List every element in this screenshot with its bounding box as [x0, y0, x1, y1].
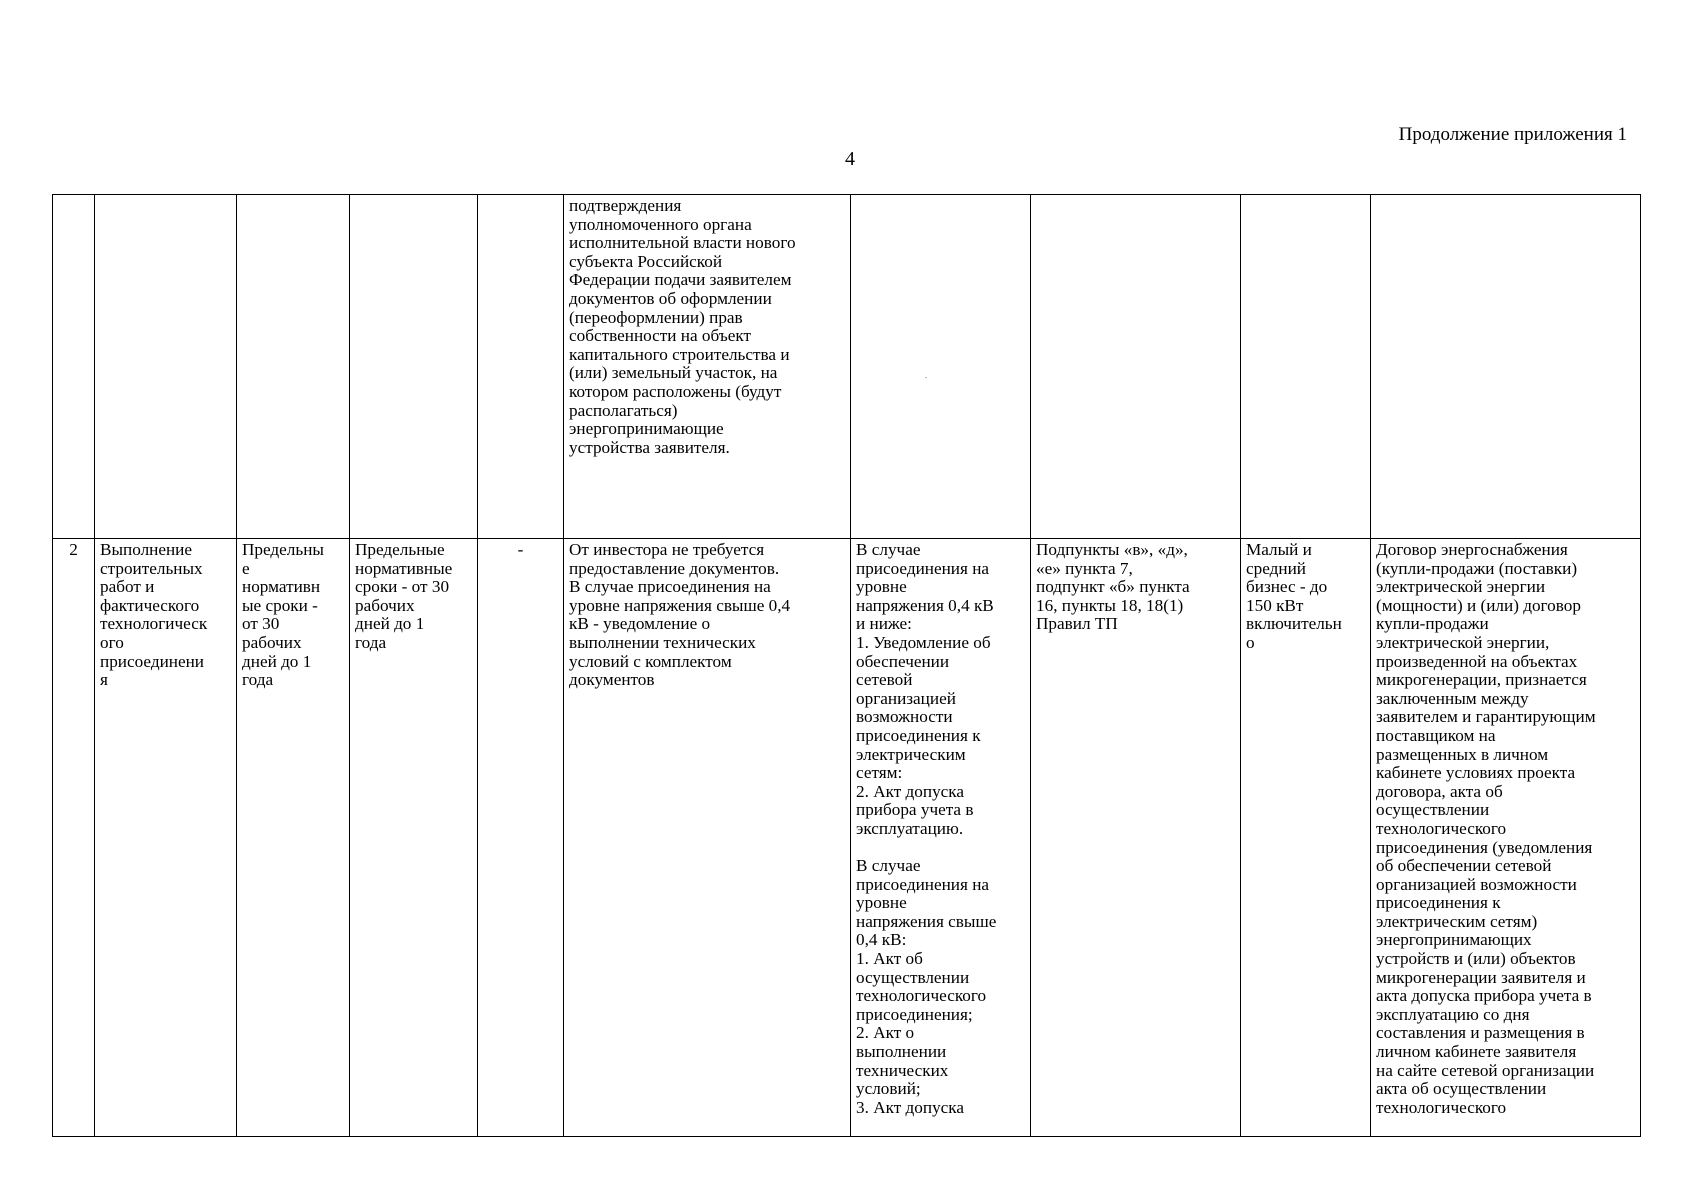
text-line: организацией возможности: [1376, 874, 1577, 894]
text-line: сроки - от 30: [355, 577, 450, 597]
text-line: осуществлении: [856, 967, 970, 987]
text-line: 1. Уведомление об: [856, 632, 991, 652]
text-line: эксплуатацию.: [856, 818, 964, 838]
text-line: Предельны: [242, 540, 324, 559]
cell-contract: [1371, 195, 1641, 539]
text-line: предоставление документов.: [569, 558, 780, 578]
text-line: уровне: [856, 893, 907, 913]
text-line: 1. Акт об: [856, 949, 923, 969]
text-line: электрической энергии,: [1376, 632, 1550, 652]
text-line: (или) земельный участок, на: [569, 363, 778, 383]
text-line: документов: [569, 670, 655, 690]
text-line: возможности: [856, 707, 953, 727]
text-line: (мощности) и (или) договор: [1376, 595, 1581, 615]
cell-stage: [95, 195, 237, 539]
table-row-2: [53, 539, 1641, 1137]
text-line: электрическим: [856, 744, 966, 764]
cell-number: [53, 195, 95, 539]
text-line: я: [100, 670, 108, 690]
text-line: Договор энергоснабжения: [1376, 540, 1568, 559]
text-line: Федерации подачи заявителем: [569, 270, 792, 290]
text-line: (купли-продажи (поставки): [1376, 558, 1578, 578]
text-line: «е» пункта 7,: [1036, 558, 1133, 578]
text-line: 0,4 кВ:: [856, 930, 907, 950]
text-line: 150 кВт: [1246, 595, 1304, 615]
cell-dash: [478, 195, 564, 539]
text-line: исполнительной власти нового: [569, 233, 796, 253]
text-line: энергопринимающих: [1376, 930, 1532, 950]
text-line: строительных: [100, 558, 203, 578]
text-line: присоединени: [100, 651, 204, 671]
text-line: дней до 1: [242, 651, 312, 671]
text-line: купли-продажи: [1376, 614, 1489, 634]
text-line: организацией: [856, 688, 956, 708]
text-line: заключенным между: [1376, 688, 1529, 708]
text-line: В случае: [856, 540, 921, 559]
text-line: сетевой: [856, 670, 913, 690]
text-line: договора, акта об: [1376, 781, 1503, 801]
cell-result-documents: [851, 195, 1031, 539]
text-line: условий;: [856, 1079, 921, 1099]
cell-dash: -: [478, 539, 564, 1137]
text-line: сетям:: [856, 763, 903, 783]
text-line: средний: [1246, 558, 1306, 578]
cell-category: [1241, 539, 1371, 1137]
text-line: капитального строительства и: [569, 344, 790, 364]
text-line: 16, пункты 18, 18(1): [1036, 595, 1184, 615]
text-line: выполнении: [856, 1042, 947, 1062]
appendix-table: [52, 194, 1641, 1137]
cell-documents: [564, 539, 851, 1137]
text-line: субъекта Российской: [569, 251, 723, 271]
cell-deadline-a: [237, 539, 350, 1137]
cell-deadline-b: [350, 195, 478, 539]
text-line: присоединения на: [856, 874, 990, 894]
text-line: Предельные: [355, 540, 445, 559]
text-line: устройства заявителя.: [569, 437, 730, 457]
text-line: года: [355, 632, 387, 652]
cell-stage: [95, 539, 237, 1137]
text-line: Малый и: [1246, 540, 1312, 559]
text-line: подпункт «б» пункта: [1036, 577, 1190, 597]
text-line: работ и: [100, 577, 155, 597]
text-line: микрогенерации заявителя и: [1376, 967, 1586, 987]
text-line: Правил ТП: [1036, 614, 1118, 634]
text-line: технологического: [856, 986, 987, 1006]
text-line: включительн: [1246, 614, 1342, 634]
text-line: на сайте сетевой организации: [1376, 1060, 1595, 1080]
text-line: Подпункты «в», «д»,: [1036, 540, 1188, 559]
text-line: В случае: [856, 856, 921, 876]
text-line: располагаться): [569, 400, 678, 420]
text-line: электрической энергии: [1376, 577, 1546, 597]
continuation-label: Продолжение приложения 1: [1398, 124, 1627, 145]
text-line: об обеспечении сетевой: [1376, 856, 1552, 876]
text-line: фактического: [100, 595, 200, 615]
text-line: 3. Акт допуска: [856, 1097, 965, 1117]
text-line: присоединения на: [856, 558, 990, 578]
cell-category: [1241, 195, 1371, 539]
text-line: напряжения свыше: [856, 911, 997, 931]
text-line: технологическ: [100, 614, 208, 634]
text-line: выполнении технических: [569, 632, 756, 652]
text-line: технологического: [1376, 1097, 1507, 1117]
text-line: осуществлении: [1376, 800, 1490, 820]
text-line: составления и размещения в: [1376, 1023, 1585, 1043]
text-line: эксплуатацию со дня: [1376, 1004, 1530, 1024]
scan-speck: [925, 377, 927, 378]
text-line: произведенной на объектах: [1376, 651, 1578, 671]
text-line: От инвестора не требуется: [569, 540, 765, 559]
cell-documents: [564, 195, 851, 539]
text-line: собственности на объект: [569, 326, 751, 346]
text-line: электрическим сетям): [1376, 911, 1538, 931]
result-block-high-voltage: [856, 857, 1025, 1117]
text-line: уровне напряжения свыше 0,4: [569, 595, 791, 615]
cell-legal-basis: [1031, 195, 1241, 539]
text-line: от 30: [242, 614, 280, 634]
text-line: о: [1246, 632, 1255, 652]
text-line: (переоформлении) прав: [569, 307, 743, 327]
text-line: уровне: [856, 577, 907, 597]
text-line: года: [242, 670, 274, 690]
text-line: присоединения (уведомления: [1376, 837, 1593, 857]
text-line: рабочих: [242, 632, 302, 652]
text-line: заявителем и гарантирующим: [1376, 707, 1596, 727]
text-line: подтверждения: [569, 196, 682, 215]
text-line: котором расположены (будут: [569, 381, 782, 401]
text-line: акта допуска прибора учета в: [1376, 986, 1592, 1006]
cell-contract: [1371, 539, 1641, 1137]
text-line: акта об осуществлении: [1376, 1079, 1547, 1099]
text-line: рабочих: [355, 595, 415, 615]
text-line: присоединения к: [856, 725, 981, 745]
text-line: уполномоченного органа: [569, 214, 752, 234]
text-line: ые сроки -: [242, 595, 318, 615]
cell-deadline-a: [237, 195, 350, 539]
text-line: бизнес - до: [1246, 577, 1328, 597]
text-line: напряжения 0,4 кВ: [856, 595, 994, 615]
text-line: кабинете условиях проекта: [1376, 763, 1576, 783]
text-line: е: [242, 558, 250, 578]
text-line: документов об оформлении: [569, 288, 772, 308]
text-line: кВ - уведомление о: [569, 614, 711, 634]
cell-number: 2: [53, 539, 95, 1137]
table-row-continuation: [53, 195, 1641, 539]
text-line: поставщиком на: [1376, 725, 1496, 745]
text-line: обеспечении: [856, 651, 950, 671]
page-number: 4: [845, 148, 855, 170]
text-line: устройств и (или) объектов: [1376, 949, 1576, 969]
text-line: технологического: [1376, 818, 1507, 838]
cell-legal-basis: [1031, 539, 1241, 1137]
text-line: 2. Акт о: [856, 1023, 915, 1043]
text-line: условий с комплектом: [569, 651, 732, 671]
text-line: дней до 1: [355, 614, 425, 634]
text-line: и ниже:: [856, 614, 912, 634]
text-line: В случае присоединения на: [569, 577, 771, 597]
text-line: энергопринимающие: [569, 419, 724, 439]
cell-deadline-b: [350, 539, 478, 1137]
text-line: нормативн: [242, 577, 321, 597]
text-line: ого: [100, 632, 124, 652]
text-line: присоединения;: [856, 1004, 973, 1024]
text-line: присоединения к: [1376, 893, 1501, 913]
text-line: Выполнение: [100, 540, 193, 559]
text-line: микрогенерации, признается: [1376, 670, 1587, 690]
cell-result-documents: [851, 539, 1031, 1137]
text-line: личном кабинете заявителя: [1376, 1042, 1577, 1062]
text-line: нормативные: [355, 558, 453, 578]
result-block-low-voltage: [856, 541, 1025, 839]
text-line: технических: [856, 1060, 949, 1080]
text-line: 2. Акт допуска: [856, 781, 965, 801]
text-line: размещенных в личном: [1376, 744, 1549, 764]
text-line: прибора учета в: [856, 800, 974, 820]
